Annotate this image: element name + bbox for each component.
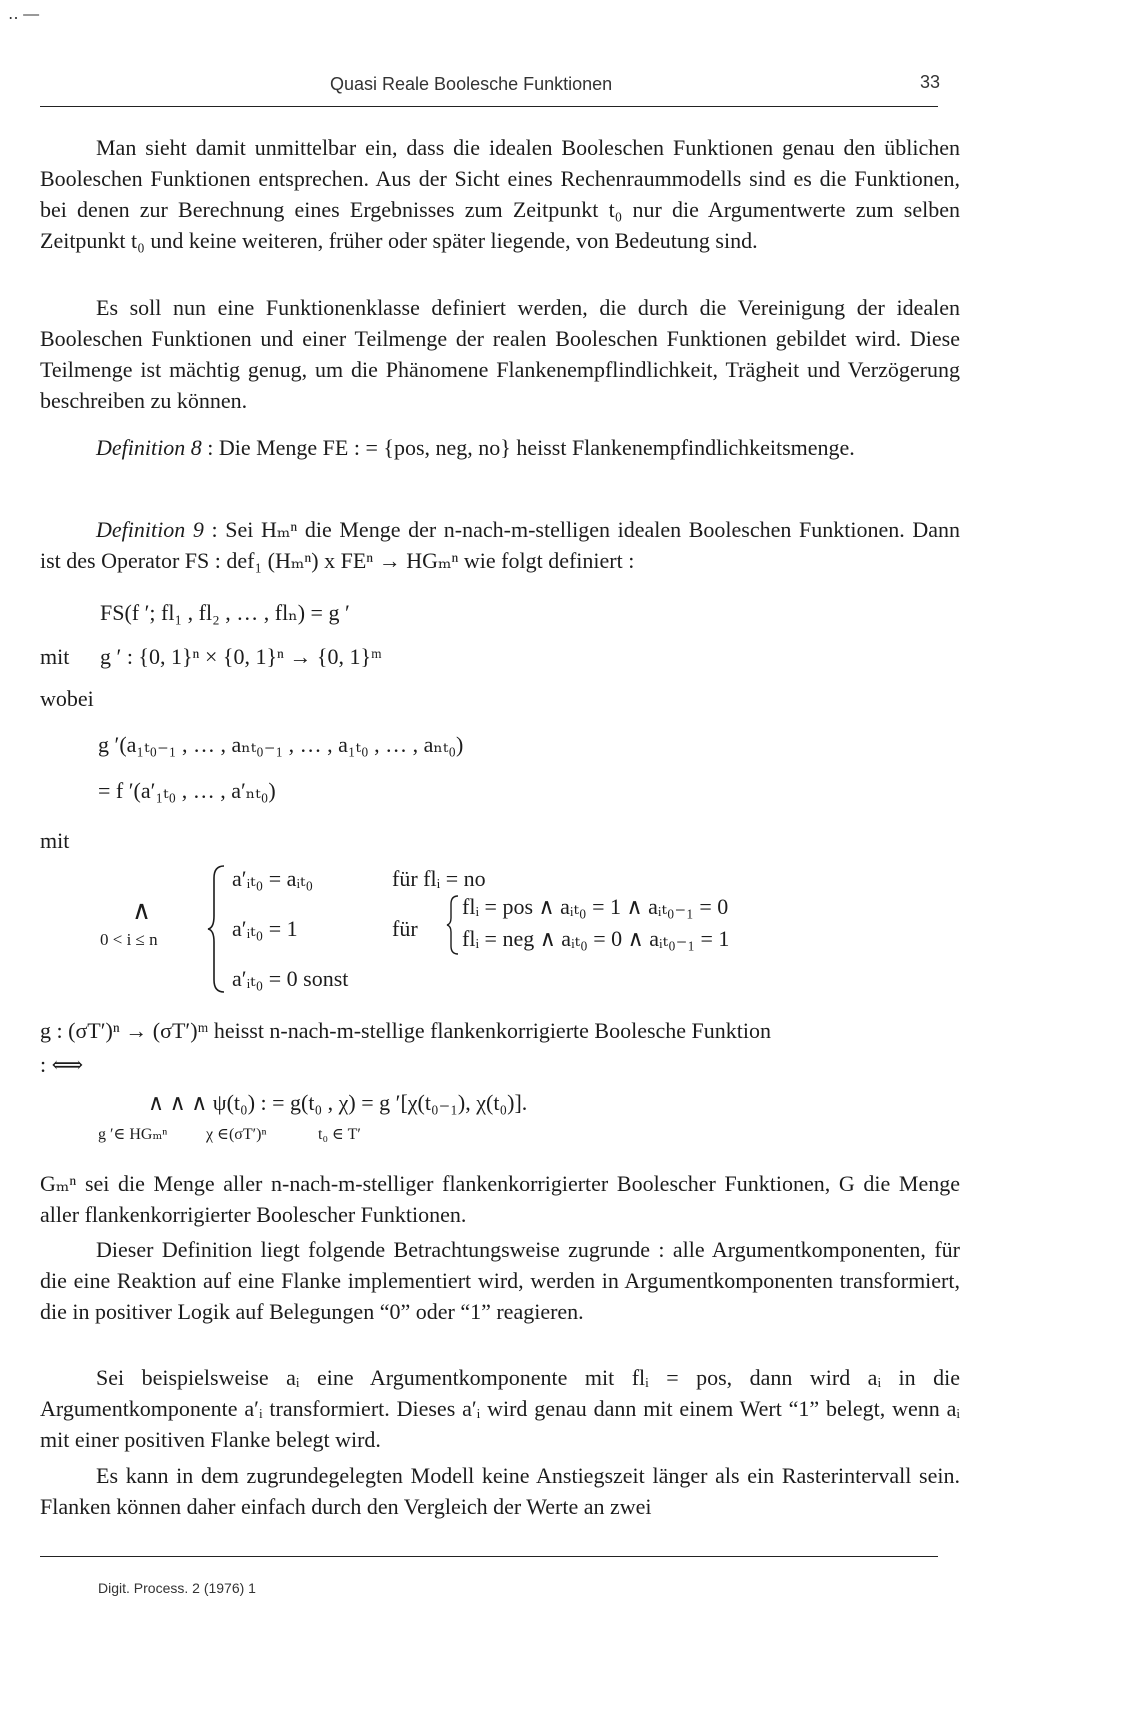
conjunction-range: 0 < i ≤ n (100, 930, 158, 949)
label-mit-2: mit (40, 828, 70, 853)
case-2-fur: für (392, 916, 418, 941)
label-wobei: wobei (40, 686, 94, 711)
formula-fs-definition: FS(f ′; fl₁ , fl₂ , … , flₙ) = g ′ (100, 600, 350, 625)
definition-8-text: : Die Menge FE : = {pos, neg, no} heisst Flankenempfindlichkeitsmenge. (201, 435, 855, 460)
footer-citation: Digit. Process. 2 (1976) 1 (98, 1580, 256, 1596)
definition-9 (40, 514, 960, 576)
paragraph-1: Man sieht damit unmittelbar ein, dass die idealen Booleschen Funktionen genau den üblichen Booleschen Funktionen entsprechen. Aus der Sicht eines Rechenraummodells sind es die Funktionen, bei denen zur Berechnung eines Ergebnisses zum Zeitpunkt t₀ nur die Argumentwerte zum selben Zeitpunkt t₀ und keine weiteren, früher oder später liegende, von Bedeutung sind. (40, 135, 960, 253)
conjunction-symbol: ∧ (132, 896, 152, 925)
case-2: a′ᵢₜ₀ = 1 (232, 916, 298, 941)
case-3: a′ᵢₜ₀ = 0 sonst (232, 966, 349, 991)
case-2-condition-pos: flᵢ = pos ∧ aᵢₜ₀ = 1 ∧ aᵢₜ₀₋₁ = 0 (462, 894, 729, 919)
quantifier-sub-3: t₀ ∈ T′ (318, 1126, 361, 1143)
formula-g-signature: g ′ : {0, 1}ⁿ × {0, 1}ⁿ → {0, 1}ᵐ (100, 644, 382, 669)
case-1-condition: für flᵢ = no (392, 866, 486, 891)
quantifier-sub-1: g ′∈ HGₘⁿ (98, 1126, 168, 1143)
definition-8-label: Definition 8 (96, 435, 202, 460)
corner-mark: ‥ — (8, 6, 40, 23)
formula-quantified: ∧ ∧ ∧ ψ(t₀) : = g(t₀ , χ) = g ′[χ(t₀₋₁), χ(t₀)]. (148, 1090, 528, 1115)
case-2-condition-neg: flᵢ = neg ∧ aᵢₜ₀ = 0 ∧ aᵢₜ₀₋₁ = 1 (462, 926, 730, 951)
case-2-brace (446, 894, 460, 956)
formula-g-arguments: g ′(a₁ₜ₀₋₁ , … , aₙₜ₀₋₁ , … , a₁ₜ₀ , … , aₙₜ₀) (98, 732, 464, 757)
paragraph-2: Es soll nun eine Funktionenklasse definiert werden, die durch die Vereinigung der idealen Booleschen Funktionen und einer Teilmenge der realen Booleschen Funktionen gebildet wird. Diese Teilmenge ist mächtig genug, um die Phänomene Flankenempflindlichkeit, Trägheit und Verzögerung beschreiben zu können. (40, 295, 960, 413)
header-rule (40, 106, 938, 107)
iff-symbol: : ⟺ (40, 1052, 84, 1077)
case-brace (206, 864, 228, 994)
quantifier-sub-2: χ ∈(σT′)ⁿ (206, 1126, 267, 1143)
page-number: 33 (920, 72, 941, 92)
footer-rule (40, 1556, 938, 1557)
label-mit-1: mit (40, 644, 70, 669)
paragraph-6: Es kann in dem zugrundegelegten Modell keine Anstiegszeit länger als ein Rasterintervall sein. Flanken können daher einfach durch den Vergleich der Werte an zwei (40, 1463, 960, 1519)
definition-9-label: Definition 9 (96, 517, 204, 542)
definition-9-text: : Sei Hₘⁿ die Menge der n-nach-m-stelligen idealen Booleschen Funktionen. Dann ist des Operator FS : def₁ (Hₘⁿ) x FEⁿ → HGₘⁿ wie folgt definiert : (40, 517, 960, 573)
paragraph-5: Sei beispielsweise aᵢ eine Argumentkomponente mit flᵢ = pos, dann wird aᵢ in die Argumentkomponente a′ᵢ transformiert. Dieses a′ᵢ wird genau dann mit einem Wert “1” belegt, wenn aᵢ mit einer positiven Flanke belegt wird. (40, 1365, 960, 1452)
case-1: a′ᵢₜ₀ = aᵢₜ₀ (232, 866, 314, 891)
paragraph-3: Gₘⁿ sei die Menge aller n-nach-m-stelliger flankenkorrigierter Boolescher Funktionen, G die Menge aller flankenkorrigierter Boolescher Funktionen. (40, 1171, 960, 1227)
running-title: Quasi Reale Boolesche Funktionen (330, 74, 613, 94)
definition-8 (40, 432, 960, 463)
paragraph-4: Dieser Definition liegt folgende Betrachtungsweise zugrunde : alle Argumentkomponenten, für die eine Reaktion auf eine Flanke implementiert wird, werden in Argumentkomponenten transformiert, die in positiver Logik auf Belegungen “0” oder “1” reagieren. (40, 1237, 960, 1324)
formula-f-arguments: = f ′(a′₁ₜ₀ , … , a′ₙₜ₀) (98, 778, 276, 803)
formula-g-definition: g : (σT′)ⁿ → (σT′)ᵐ heisst n-nach-m-stellige flankenkorrigierte Boolesche Funktion (40, 1018, 772, 1043)
